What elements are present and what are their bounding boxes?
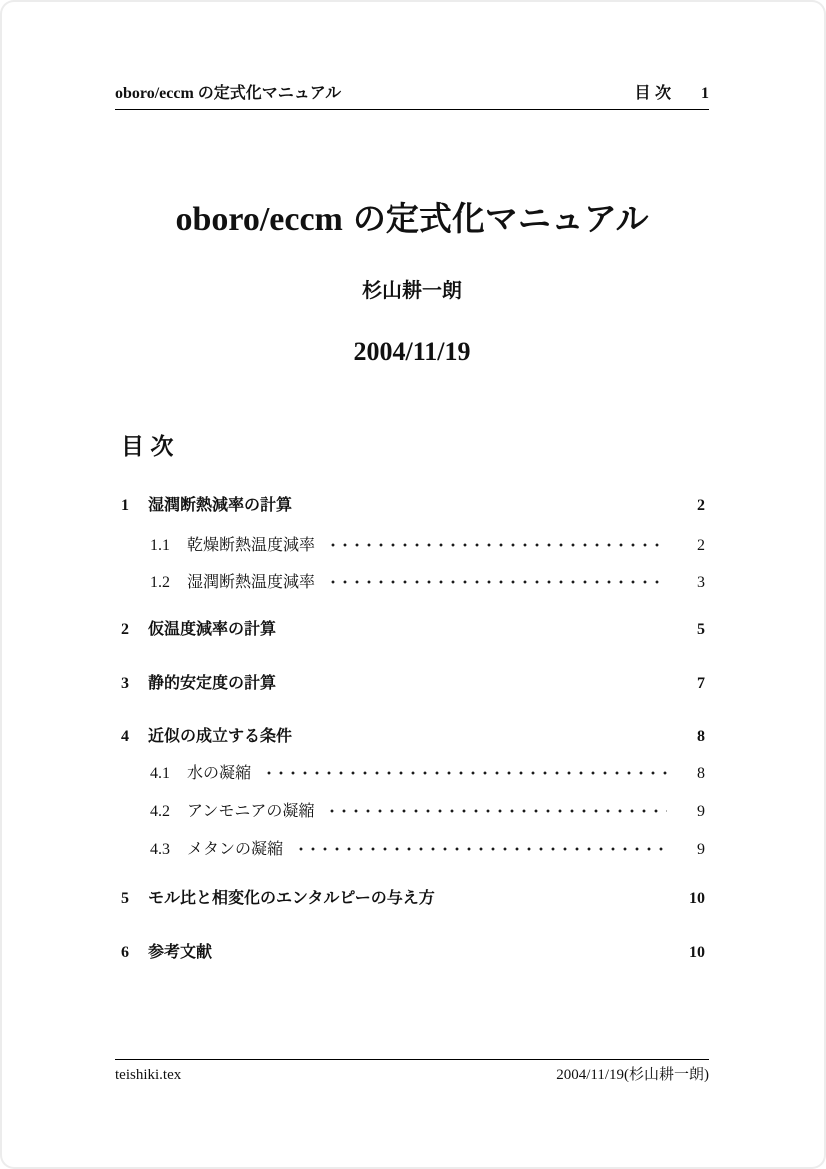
toc-entry-number: 2 xyxy=(121,621,129,638)
toc-entry-page: 8 xyxy=(697,728,705,745)
toc-entry-2[interactable] xyxy=(115,619,709,640)
toc-entry-number: 1.1 xyxy=(150,537,170,554)
running-header-title-jp: の定式化マニュアル xyxy=(197,85,342,102)
running-header-title-latin: oboro/eccm xyxy=(115,85,194,102)
toc-heading: 目 次 xyxy=(121,433,174,459)
toc-dot-leader xyxy=(323,534,667,550)
toc-entry-page: 2 xyxy=(697,537,705,554)
toc-dot-leader xyxy=(323,571,667,587)
toc-entry-number: 4.2 xyxy=(150,803,170,820)
document-date: 2004/11/19 xyxy=(353,337,471,366)
toc-entry-1-2[interactable] xyxy=(115,571,709,593)
toc-entry-5[interactable] xyxy=(115,888,709,909)
toc-dot-leader xyxy=(259,762,667,778)
toc-dot-leader xyxy=(322,800,667,816)
footer-filename: teishiki.tex xyxy=(115,1067,182,1083)
document-title-latin: oboro/eccm xyxy=(175,201,343,238)
toc-entry-6[interactable] xyxy=(115,942,709,963)
toc-entry-page: 10 xyxy=(689,890,705,907)
toc-entry-title: 湿潤断熱温度減率 xyxy=(187,574,316,591)
toc-entry-page: 2 xyxy=(697,497,705,514)
running-header-section-label: 目 次 xyxy=(634,85,671,102)
toc-entry-number: 4 xyxy=(121,728,129,745)
toc-entry-title: 湿潤断熱減率の計算 xyxy=(148,497,293,514)
document-author: 杉山耕一朗 xyxy=(362,280,462,302)
running-header-right xyxy=(635,84,709,104)
toc-entry-title: アンモニアの凝縮 xyxy=(187,803,315,820)
toc-dot-leader xyxy=(291,838,667,854)
toc-entry-number: 1 xyxy=(121,497,129,514)
toc-entry-4[interactable] xyxy=(115,726,709,747)
toc-entry-title: 参考文献 xyxy=(148,944,213,961)
toc-entry-1-1[interactable] xyxy=(115,534,709,556)
running-header-page-number: 1 xyxy=(701,85,709,102)
toc-entry-number: 3 xyxy=(121,675,129,692)
toc-entry-title: モル比と相変化のエンタルピーの与え方 xyxy=(148,890,435,907)
toc-entry-page: 10 xyxy=(689,944,705,961)
toc-entry-title: 近似の成立する条件 xyxy=(148,728,293,745)
toc-entry-number: 4.3 xyxy=(150,841,170,858)
toc-entry-3[interactable] xyxy=(115,673,709,694)
toc-entry-number: 5 xyxy=(121,890,129,907)
toc-entry-page: 8 xyxy=(697,765,705,782)
toc-entry-title: 静的安定度の計算 xyxy=(148,675,277,692)
document-title xyxy=(115,196,709,243)
toc-entry-4-1[interactable] xyxy=(115,762,709,784)
toc-entry-number: 1.2 xyxy=(150,574,170,591)
running-header-title xyxy=(115,84,341,104)
running-header xyxy=(115,84,709,110)
toc-entry-4-2[interactable] xyxy=(115,800,709,822)
toc-entry-4-3[interactable] xyxy=(115,838,709,860)
toc-entry-title: 仮温度減率の計算 xyxy=(148,621,277,638)
toc-entry-number: 4.1 xyxy=(150,765,170,782)
toc-entry-page: 9 xyxy=(697,803,705,820)
toc-entry-title: 水の凝縮 xyxy=(187,765,252,782)
footer-rule xyxy=(115,1059,709,1060)
document-title-jp: の定式化マニュアル xyxy=(352,200,649,237)
toc-entry-page: 9 xyxy=(697,841,705,858)
toc-entry-page: 7 xyxy=(697,675,705,692)
toc-entry-number: 6 xyxy=(121,944,129,961)
toc-entry-page: 5 xyxy=(697,621,705,638)
toc-entry-title: メタンの凝縮 xyxy=(187,841,284,858)
toc-entry-title: 乾燥断熱温度減率 xyxy=(187,537,316,554)
toc-entry-1[interactable] xyxy=(115,495,709,516)
footer-date-author: 2004/11/19(杉山耕一朗) xyxy=(556,1067,709,1083)
toc-entry-page: 3 xyxy=(697,574,705,591)
running-footer xyxy=(115,1065,709,1085)
